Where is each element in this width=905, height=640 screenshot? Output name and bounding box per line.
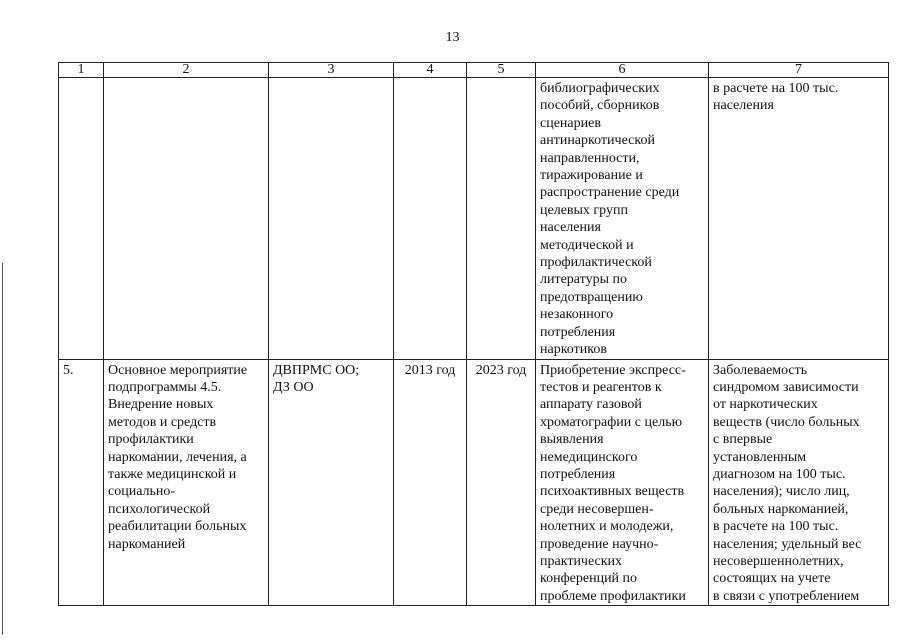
text-line: ДЗ ОО	[273, 379, 314, 395]
text-line: в расчете на 100 тыс.	[713, 519, 839, 535]
column-header-6: 6	[536, 63, 709, 78]
text-line: населения); число лиц,	[713, 484, 850, 500]
text-line: среди несовершен-	[540, 501, 654, 517]
text-line: аппарату газовой	[540, 397, 642, 413]
text-line: реабилитации больных	[108, 519, 247, 535]
text-line: методической и	[540, 237, 634, 253]
text-line: населения; удельный вес	[713, 536, 862, 552]
text-line: в расчете на 100 тыс.	[713, 81, 839, 96]
column-number-row	[59, 63, 889, 78]
text-line: в связи с употреблением	[713, 588, 860, 604]
text-line: потребления	[540, 324, 616, 340]
executor-lines	[273, 362, 389, 397]
text-line: хроматографии с целью	[540, 414, 683, 430]
text-line: антинаркотической	[540, 133, 655, 149]
text-line: методов и средств	[108, 414, 217, 430]
text-line: населения	[540, 220, 601, 236]
text-line: подпрограммы 4.5.	[108, 379, 222, 395]
text-line: Заболеваемость	[713, 362, 808, 378]
text-line: выявления	[540, 432, 604, 448]
program-table	[58, 62, 889, 606]
text-line: психологической	[108, 501, 211, 517]
cell-start-year	[394, 78, 467, 360]
text-line: направленности,	[540, 150, 640, 166]
text-line: практических	[540, 553, 623, 569]
text-line: диагнозом на 100 тыс.	[713, 466, 846, 482]
text-line: синдромом зависимости	[713, 379, 859, 395]
cell-start-year: 2013 год	[394, 359, 467, 606]
activity-lines	[108, 362, 264, 553]
indicator-lines	[713, 362, 884, 606]
cell-end-year: 2023 год	[467, 359, 536, 606]
text-line: профилактики	[108, 432, 194, 448]
text-line: конференций по	[540, 571, 638, 587]
cell-number: 5.	[59, 359, 104, 606]
text-line: сценариев	[540, 115, 601, 131]
cell-executor	[269, 359, 394, 606]
text-line: веществ (число больных	[713, 414, 860, 430]
column-header-3: 3	[269, 63, 394, 78]
column-header-1: 1	[59, 63, 104, 78]
text-line: пособий, сборников	[540, 98, 660, 114]
cell-indicator	[709, 359, 889, 606]
text-line: психоактивных веществ	[540, 484, 685, 500]
description-lines	[540, 80, 704, 359]
cell-number	[59, 78, 104, 360]
text-line: Приобретение экспресс-	[540, 362, 686, 378]
table-row-5	[59, 359, 889, 606]
text-line: установленным	[713, 449, 807, 465]
column-header-4: 4	[394, 63, 467, 78]
text-line: состоящих на учете	[713, 571, 831, 587]
text-line: от наркотических	[713, 397, 818, 413]
column-header-7: 7	[709, 63, 889, 78]
text-line: нолетних и молодежи,	[540, 519, 674, 535]
cell-activity	[104, 359, 269, 606]
cell-end-year	[467, 78, 536, 360]
text-line: больных наркоманией,	[713, 501, 849, 517]
text-line: проблеме профилактики	[540, 588, 686, 604]
cell-description	[536, 78, 709, 360]
text-line: литературы по	[540, 272, 627, 288]
column-header-2: 2	[104, 63, 269, 78]
text-line: предотвращению	[540, 289, 643, 305]
text-line: наркоманией	[108, 536, 186, 552]
text-line: ДВПРМС ОО;	[273, 362, 360, 378]
indicator-lines	[713, 80, 884, 115]
cell-indicator	[709, 78, 889, 360]
page-number: 13	[445, 30, 460, 45]
text-line: немедицинского	[540, 449, 638, 465]
text-line: наркотиков	[540, 342, 607, 358]
text-line: профилактической	[540, 255, 652, 271]
text-line: библиографических	[540, 81, 660, 96]
text-line: социально-	[108, 484, 176, 500]
text-line: целевых групп	[540, 202, 628, 218]
text-line: тестов и реагентов к	[540, 379, 662, 395]
cell-activity	[104, 78, 269, 360]
text-line: проведение научно-	[540, 536, 659, 552]
text-line: населения	[713, 98, 774, 114]
description-lines	[540, 362, 704, 606]
text-line: незаконного	[540, 307, 614, 323]
text-line: Основное мероприятие	[108, 362, 248, 378]
table-row-continuation	[59, 78, 889, 360]
text-line: тиражирование и	[540, 168, 643, 184]
cell-description	[536, 359, 709, 606]
text-line: Внедрение новых	[108, 397, 214, 413]
text-line: несовершеннолетних,	[713, 553, 844, 569]
text-line: наркомании, лечения, а	[108, 449, 247, 465]
scan-edge-line	[2, 263, 3, 635]
column-header-5: 5	[467, 63, 536, 78]
text-line: также медицинской и	[108, 466, 237, 482]
cell-executor	[269, 78, 394, 360]
text-line: потребления	[540, 466, 616, 482]
text-line: с впервые	[713, 432, 773, 448]
text-line: распространение среди	[540, 185, 680, 201]
